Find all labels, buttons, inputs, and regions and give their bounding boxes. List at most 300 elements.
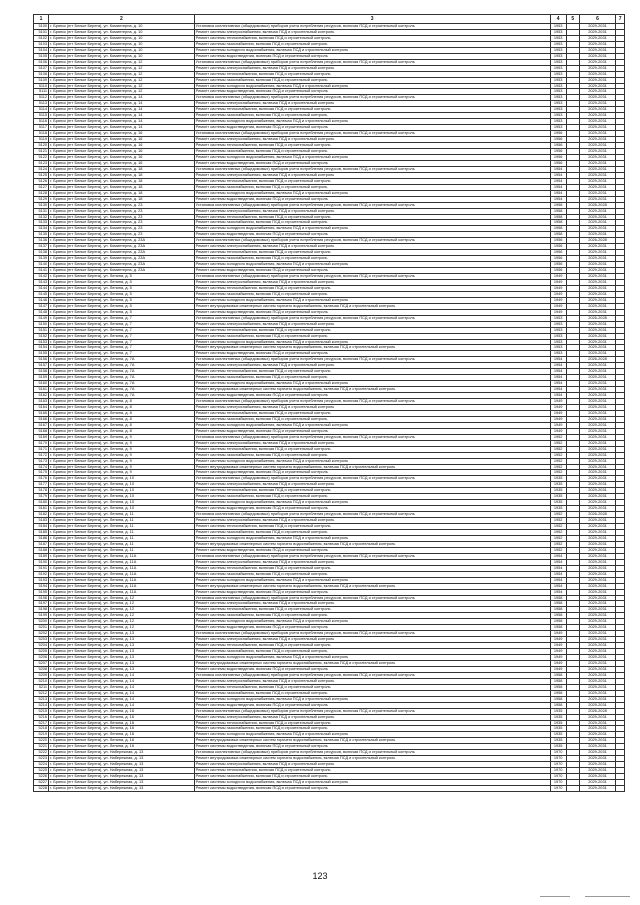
work-type-cell: Ремонт системы холодного водоснабжения, включая ПСД и строительный контроль bbox=[194, 655, 550, 661]
build-year-cell: 1953 bbox=[550, 345, 566, 351]
row-number-cell: 5131 bbox=[34, 208, 49, 214]
row-number-cell: 5149 bbox=[34, 315, 49, 321]
work-type-cell: Ремонт системы холодного водоснабжения, включая ПСД и строительный контроль bbox=[194, 500, 550, 506]
work-type-cell: Ремонт системы теплоснабжения, включая ПСД и строительный контроль bbox=[194, 250, 550, 256]
row-number-cell: 5222 bbox=[34, 750, 49, 756]
work-type-cell: Ремонт системы холодного водоснабжения, включая ПСД и строительный контроль bbox=[194, 422, 550, 428]
row-number-cell: 5176 bbox=[34, 476, 49, 482]
build-year-cell: 1954 bbox=[550, 178, 566, 184]
row-number-cell: 5218 bbox=[34, 726, 49, 732]
build-year-cell: 1952 bbox=[550, 440, 566, 446]
build-year-cell: 1953 bbox=[550, 89, 566, 95]
period-cell: 2029-2031 bbox=[579, 268, 616, 274]
address-cell: г. Брянск (пгт Белые Берега), ул. Набережная, д. 13 bbox=[49, 768, 195, 774]
work-type-cell: Ремонт системы водоотведения, включая ПСД и строительный контроль bbox=[194, 744, 550, 750]
row-number-cell: 5115 bbox=[34, 113, 49, 119]
build-year-cell: 1952 bbox=[550, 458, 566, 464]
period-cell: 2029-2031 bbox=[579, 387, 616, 393]
address-cell: г. Брянск (пгт Белые Берега), ул. Ленина, д. 13 bbox=[49, 643, 195, 649]
period-cell: 2029-2031 bbox=[579, 220, 616, 226]
work-type-cell: Ремонт системы холодного водоснабжения, включая ПСД и строительный контроль bbox=[194, 297, 550, 303]
address-cell: г. Брянск (пгт Белые Берега), ул. Коминтерна, д. 14 bbox=[49, 107, 195, 113]
work-type-cell: Ремонт системы водоотведения, включая ПСД и строительный контроль bbox=[194, 666, 550, 672]
build-year-cell: 1956 bbox=[550, 137, 566, 143]
build-year-cell: 1949 bbox=[550, 422, 566, 428]
work-type-cell: Ремонт системы газоснабжения, включая ПСД и строительный контроль bbox=[194, 41, 550, 47]
period-cell: 2029-2031 bbox=[579, 530, 616, 536]
row-number-cell: 5201 bbox=[34, 625, 49, 631]
build-year-cell: 1954 bbox=[550, 369, 566, 375]
period-cell: 2029-2031 bbox=[579, 684, 616, 690]
work-type-cell: Установка коллективных (общедомовых) приборов учета потребления ресурсов, включая ПСД и строительный контроль bbox=[194, 434, 550, 440]
row-number-cell: 5108 bbox=[34, 71, 49, 77]
build-year-cell: 1958 bbox=[550, 696, 566, 702]
period-cell: 2029-2031 bbox=[579, 226, 616, 232]
address-cell: г. Брянск (пгт Белые Берега), ул. Коминтерна, д. 23 bbox=[49, 226, 195, 232]
row-number-cell: 5156 bbox=[34, 357, 49, 363]
build-year-cell: 1970 bbox=[550, 774, 566, 780]
period-cell: 2029-2031 bbox=[579, 786, 616, 792]
build-year-cell: 1952 bbox=[550, 470, 566, 476]
period-cell: 2029-2031 bbox=[579, 351, 616, 357]
row-number-cell: 5179 bbox=[34, 494, 49, 500]
period-cell: 2029-2031 bbox=[579, 279, 616, 285]
address-cell: г. Брянск (пгт Белые Берега), ул. Коминтерна, д. 12 bbox=[49, 65, 195, 71]
address-cell: г. Брянск (пгт Белые Берега), ул. Ленина, д. 10 bbox=[49, 506, 195, 512]
address-cell: г. Брянск (пгт Белые Берега), ул. Коминтерна, д. 23А bbox=[49, 244, 195, 250]
work-type-cell: Установка коллективных (общедомовых) приборов учета потребления ресурсов, включая ПСД и строительный контроль bbox=[194, 512, 550, 518]
row-number-cell: 5104 bbox=[34, 47, 49, 53]
row-number-cell: 5155 bbox=[34, 351, 49, 357]
row-number-cell: 5157 bbox=[34, 363, 49, 369]
work-type-cell: Ремонт системы теплоснабжения, включая ПСД и строительный контроль bbox=[194, 684, 550, 690]
row-number-cell: 5189 bbox=[34, 553, 49, 559]
row-number-cell: 5227 bbox=[34, 780, 49, 786]
address-cell: г. Брянск (пгт Белые Берега), ул. Ленина, д. 12 bbox=[49, 607, 195, 613]
build-year-cell: 1953 bbox=[550, 125, 566, 131]
row-number-cell: 5216 bbox=[34, 714, 49, 720]
address-cell: г. Брянск (пгт Белые Берега), ул. Ленина, д. 7 bbox=[49, 351, 195, 357]
address-cell: г. Брянск (пгт Белые Берега), ул. Коминтерна, д. 12 bbox=[49, 77, 195, 83]
row-number-cell: 5141 bbox=[34, 268, 49, 274]
row-number-cell: 5173 bbox=[34, 458, 49, 464]
build-year-cell: 1953 bbox=[550, 95, 566, 101]
build-year-cell: 1956 bbox=[550, 149, 566, 155]
address-cell: г. Брянск (пгт Белые Берега), ул. Ленина, д. 14 bbox=[49, 678, 195, 684]
address-cell: г. Брянск (пгт Белые Берега), ул. Ленина, д. 11А bbox=[49, 589, 195, 595]
work-type-cell: Ремонт внутридомовых инженерных систем горячего водоснабжения, включая ПСД и строительный контроль bbox=[194, 660, 550, 666]
build-year-cell: 1958 bbox=[550, 208, 566, 214]
build-year-cell: 1956 bbox=[550, 160, 566, 166]
period-cell: 2029-2031 bbox=[579, 583, 616, 589]
work-type-cell: Ремонт внутридомовых инженерных систем горячего водоснабжения, включая ПСД и строительный контроль bbox=[194, 583, 550, 589]
work-type-cell: Ремонт системы холодного водоснабжения, включая ПСД и строительный контроль bbox=[194, 154, 550, 160]
address-cell: г. Брянск (пгт Белые Берега), ул. Ленина, д. 14 bbox=[49, 696, 195, 702]
period-cell: 2029-2031 bbox=[579, 89, 616, 95]
work-type-cell: Ремонт системы электроснабжения, включая ПСД и строительный контроль bbox=[194, 244, 550, 250]
build-year-cell: 1949 bbox=[550, 410, 566, 416]
period-cell: 2026-2028 bbox=[579, 708, 616, 714]
build-year-cell: 1958 bbox=[550, 607, 566, 613]
period-cell: 2029-2031 bbox=[579, 119, 616, 125]
work-type-cell: Установка коллективных (общедомовых) приборов учета потребления ресурсов, включая ПСД и строительный контроль bbox=[194, 166, 550, 172]
period-cell: 2029-2031 bbox=[579, 285, 616, 291]
row-number-cell: 5147 bbox=[34, 303, 49, 309]
period-cell: 2029-2031 bbox=[579, 131, 616, 137]
address-cell: г. Брянск (пгт Белые Берега), ул. Ленина, д. 13 bbox=[49, 649, 195, 655]
column-header-3: 3 bbox=[194, 15, 550, 24]
period-cell: 2029-2031 bbox=[579, 589, 616, 595]
work-type-cell: Ремонт системы газоснабжения, включая ПСД и строительный контроль bbox=[194, 113, 550, 119]
period-cell: 2029-2031 bbox=[579, 666, 616, 672]
address-cell: г. Брянск (пгт Белые Берега), ул. Ленина, д. 5 bbox=[49, 297, 195, 303]
period-cell: 2029-2031 bbox=[579, 363, 616, 369]
build-year-cell: 1949 bbox=[550, 660, 566, 666]
period-cell: 2029-2031 bbox=[579, 321, 616, 327]
period-cell: 2029-2031 bbox=[579, 172, 616, 178]
work-type-cell: Ремонт системы электроснабжения, включая ПСД и строительный контроль bbox=[194, 208, 550, 214]
period-cell: 2029-2031 bbox=[579, 714, 616, 720]
period-cell: 2029-2031 bbox=[579, 452, 616, 458]
period-cell: 2029-2031 bbox=[579, 535, 616, 541]
work-type-cell: Ремонт системы холодного водоснабжения, включая ПСД и строительный контроль bbox=[194, 339, 550, 345]
address-cell: г. Брянск (пгт Белые Берега), ул. Ленина, д. 10 bbox=[49, 482, 195, 488]
period-cell: 2029-2031 bbox=[579, 506, 616, 512]
work-type-cell: Ремонт внутридомовых инженерных систем горячего водоснабжения, включая ПСД и строительный контроль bbox=[194, 345, 550, 351]
row-number-cell: 5129 bbox=[34, 196, 49, 202]
period-cell: 2029-2031 bbox=[579, 166, 616, 172]
build-year-cell: 1949 bbox=[550, 291, 566, 297]
period-cell: 2029-2031 bbox=[579, 428, 616, 434]
period-cell: 2029-2031 bbox=[579, 446, 616, 452]
period-cell: 2029-2031 bbox=[579, 625, 616, 631]
row-number-cell: 5110 bbox=[34, 83, 49, 89]
build-year-cell: 1935 bbox=[550, 720, 566, 726]
period-cell: 2029-2031 bbox=[579, 488, 616, 494]
build-year-cell: 1970 bbox=[550, 750, 566, 756]
work-type-cell: Ремонт системы газоснабжения, включая ПСД и строительный контроль bbox=[194, 77, 550, 83]
period-cell: 2029-2031 bbox=[579, 577, 616, 583]
build-year-cell: 1935 bbox=[550, 476, 566, 482]
period-cell: 2029-2031 bbox=[579, 77, 616, 83]
row-number-cell: 5203 bbox=[34, 637, 49, 643]
row-number-cell: 5153 bbox=[34, 339, 49, 345]
build-year-cell: 1953 bbox=[550, 333, 566, 339]
period-cell: 2029-2031 bbox=[579, 35, 616, 41]
work-type-cell: Ремонт системы водоотведения, включая ПСД и строительный контроль bbox=[194, 160, 550, 166]
address-cell: г. Брянск (пгт Белые Берега), ул. Набережная, д. 13 bbox=[49, 774, 195, 780]
build-year-cell: 1949 bbox=[550, 643, 566, 649]
build-year-cell: 1949 bbox=[550, 666, 566, 672]
address-cell: г. Брянск (пгт Белые Берега), ул. Коминтерна, д. 10 bbox=[49, 53, 195, 59]
build-year-cell: 1949 bbox=[550, 399, 566, 405]
row-number-cell: 5124 bbox=[34, 166, 49, 172]
row-number-cell: 5226 bbox=[34, 774, 49, 780]
row-number-cell: 5191 bbox=[34, 565, 49, 571]
work-type-cell: Ремонт системы газоснабжения, включая ПСД и строительный контроль bbox=[194, 220, 550, 226]
row-number-cell: 5183 bbox=[34, 518, 49, 524]
period-cell: 2026-2028 bbox=[579, 202, 616, 208]
row-number-cell: 5109 bbox=[34, 77, 49, 83]
row-number-cell: 5120 bbox=[34, 143, 49, 149]
work-type-cell: Ремонт системы электроснабжения, включая ПСД и строительный контроль bbox=[194, 172, 550, 178]
address-cell: г. Брянск (пгт Белые Берега), ул. Ленина, д. 11 bbox=[49, 512, 195, 518]
address-cell: г. Брянск (пгт Белые Берега), ул. Коминтерна, д. 12 bbox=[49, 83, 195, 89]
address-cell: г. Брянск (пгт Белые Берега), ул. Набережная, д. 13 bbox=[49, 780, 195, 786]
row-number-cell: 5164 bbox=[34, 405, 49, 411]
work-type-cell: Ремонт системы газоснабжения, включая ПСД и строительный контроль bbox=[194, 530, 550, 536]
build-year-cell: 1949 bbox=[550, 428, 566, 434]
address-cell: г. Брянск (пгт Белые Берега), ул. Коминтерна, д. 10 bbox=[49, 41, 195, 47]
address-cell: г. Брянск (пгт Белые Берега), ул. Ленина, д. 16 bbox=[49, 726, 195, 732]
row-number-cell: 5123 bbox=[34, 160, 49, 166]
period-cell: 2029-2031 bbox=[579, 154, 616, 160]
work-type-cell: Установка коллективных (общедомовых) приборов учета потребления ресурсов, включая ПСД и строительный контроль bbox=[194, 95, 550, 101]
work-type-cell: Ремонт системы газоснабжения, включая ПСД и строительный контроль bbox=[194, 613, 550, 619]
period-cell: 2029-2031 bbox=[579, 339, 616, 345]
row-number-cell: 5175 bbox=[34, 470, 49, 476]
period-cell: 2029-2031 bbox=[579, 160, 616, 166]
work-type-cell: Ремонт системы водоотведения, включая ПСД и строительный контроль bbox=[194, 351, 550, 357]
period-cell: 2029-2031 bbox=[579, 762, 616, 768]
work-type-cell: Установка коллективных (общедомовых) приборов учета потребления ресурсов, включая ПСД и строительный контроль bbox=[194, 315, 550, 321]
period-cell: 2029-2031 bbox=[579, 208, 616, 214]
build-year-cell: 1949 bbox=[550, 655, 566, 661]
row-number-cell: 5160 bbox=[34, 381, 49, 387]
work-type-cell: Ремонт системы теплоснабжения, включая ПСД и строительный контроль bbox=[194, 107, 550, 113]
address-cell: г. Брянск (пгт Белые Берега), ул. Ленина, д. 14 bbox=[49, 702, 195, 708]
address-cell: г. Брянск (пгт Белые Берега), ул. Ленина, д. 16 bbox=[49, 720, 195, 726]
address-cell: г. Брянск (пгт Белые Берега), ул. Ленина, д. 7А bbox=[49, 357, 195, 363]
address-cell: г. Брянск (пгт Белые Берега), ул. Коминтерна, д. 23А bbox=[49, 238, 195, 244]
period-cell: 2029-2031 bbox=[579, 256, 616, 262]
work-type-cell: Ремонт системы газоснабжения, включая ПСД и строительный контроль bbox=[194, 416, 550, 422]
build-year-cell: 1949 bbox=[550, 649, 566, 655]
footer-rule bbox=[540, 896, 570, 897]
address-cell: г. Брянск (пгт Белые Берега), ул. Ленина, д. 5 bbox=[49, 274, 195, 280]
row-number-cell: 5152 bbox=[34, 333, 49, 339]
address-cell: г. Брянск (пгт Белые Берега), ул. Ленина, д. 7 bbox=[49, 333, 195, 339]
row-number-cell: 5205 bbox=[34, 649, 49, 655]
work-type-cell: Ремонт системы водоотведения, включая ПСД и строительный контроль bbox=[194, 309, 550, 315]
work-type-cell: Установка коллективных (общедомовых) приборов учета потребления ресурсов, включая ПСД и строительный контроль bbox=[194, 553, 550, 559]
address-cell: г. Брянск (пгт Белые Берега), ул. Ленина, д. 12 bbox=[49, 613, 195, 619]
build-year-cell: 1953 bbox=[550, 83, 566, 89]
row-number-cell: 5137 bbox=[34, 244, 49, 250]
build-year-cell: 1949 bbox=[550, 416, 566, 422]
period-cell: 2029-2031 bbox=[579, 303, 616, 309]
build-year-cell: 1970 bbox=[550, 768, 566, 774]
period-cell: 2029-2031 bbox=[579, 250, 616, 256]
build-year-cell: 1935 bbox=[550, 494, 566, 500]
address-cell: г. Брянск (пгт Белые Берега), ул. Ленина, д. 5 bbox=[49, 303, 195, 309]
row-number-cell: 5121 bbox=[34, 149, 49, 155]
row-number-cell: 5113 bbox=[34, 101, 49, 107]
work-type-cell: Ремонт системы газоснабжения, включая ПСД и строительный контроль bbox=[194, 452, 550, 458]
build-year-cell: 1956 bbox=[550, 262, 566, 268]
work-type-cell: Ремонт системы холодного водоснабжения, включая ПСД и строительный контроль bbox=[194, 119, 550, 125]
work-type-cell: Ремонт системы водоотведения, включая ПСД и строительный контроль bbox=[194, 470, 550, 476]
work-type-cell: Ремонт системы холодного водоснабжения, включая ПСД и строительный контроль bbox=[194, 577, 550, 583]
work-type-cell: Установка коллективных (общедомовых) приборов учета потребления ресурсов, включая ПСД и строительный контроль bbox=[194, 357, 550, 363]
period-cell: 2029-2031 bbox=[579, 547, 616, 553]
work-type-cell: Ремонт системы электроснабжения, включая ПСД и строительный контроль bbox=[194, 440, 550, 446]
build-year-cell: 1949 bbox=[550, 274, 566, 280]
work-type-cell: Ремонт системы газоснабжения, включая ПСД и строительный контроль bbox=[194, 256, 550, 262]
address-cell: г. Брянск (пгт Белые Берега), ул. Ленина, д. 13 bbox=[49, 666, 195, 672]
work-type-cell: Ремонт системы холодного водоснабжения, включая ПСД и строительный контроль bbox=[194, 47, 550, 53]
address-cell: г. Брянск (пгт Белые Берега), ул. Коминтерна, д. 14 bbox=[49, 101, 195, 107]
row-number-cell: 5100 bbox=[34, 24, 49, 30]
build-year-cell: 1958 bbox=[550, 595, 566, 601]
work-type-cell: Установка коллективных (общедомовых) приборов учета потребления ресурсов, включая ПСД и строительный контроль bbox=[194, 595, 550, 601]
period-cell: 2029-2031 bbox=[579, 65, 616, 71]
period-cell: 2029-2031 bbox=[579, 297, 616, 303]
work-type-cell: Ремонт системы теплоснабжения, включая ПСД и строительный контроль bbox=[194, 327, 550, 333]
period-cell: 2029-2031 bbox=[579, 416, 616, 422]
row-number-cell: 5212 bbox=[34, 690, 49, 696]
address-cell: г. Брянск (пгт Белые Берега), ул. Ленина, д. 11А bbox=[49, 571, 195, 577]
period-cell: 2029-2031 bbox=[579, 29, 616, 35]
row-number-cell: 5185 bbox=[34, 530, 49, 536]
period-cell: 2029-2031 bbox=[579, 553, 616, 559]
work-type-cell: Ремонт системы электроснабжения, включая ПСД и строительный контроль bbox=[194, 637, 550, 643]
row-number-cell: 5161 bbox=[34, 387, 49, 393]
address-cell: г. Брянск (пгт Белые Берега), ул. Ленина, д. 10 bbox=[49, 494, 195, 500]
row-number-cell: 5220 bbox=[34, 738, 49, 744]
address-cell: г. Брянск (пгт Белые Берега), ул. Коминтерна, д. 10 bbox=[49, 24, 195, 30]
work-type-cell: Ремонт системы электроснабжения, включая ПСД и строительный контроль bbox=[194, 405, 550, 411]
address-cell: г. Брянск (пгт Белые Берега), ул. Коминтерна, д. 18 bbox=[49, 190, 195, 196]
period-cell: 2029-2031 bbox=[579, 660, 616, 666]
address-cell: г. Брянск (пгт Белые Берега), ул. Ленина, д. 12 bbox=[49, 619, 195, 625]
period-cell: 2029-2031 bbox=[579, 696, 616, 702]
build-year-cell: 1949 bbox=[550, 309, 566, 315]
build-year-cell: 1952 bbox=[550, 541, 566, 547]
period-cell: 2029-2031 bbox=[579, 655, 616, 661]
address-cell: г. Брянск (пгт Белые Берега), ул. Ленина, д. 12 bbox=[49, 601, 195, 607]
address-cell: г. Брянск (пгт Белые Берега), ул. Коминтерна, д. 18 bbox=[49, 172, 195, 178]
period-cell: 2029-2031 bbox=[579, 422, 616, 428]
row-number-cell: 5169 bbox=[34, 434, 49, 440]
address-cell: г. Брянск (пгт Белые Берега), ул. Ленина, д. 7 bbox=[49, 345, 195, 351]
build-year-cell: 1954 bbox=[550, 375, 566, 381]
build-year-cell: 1949 bbox=[550, 637, 566, 643]
row-number-cell: 5151 bbox=[34, 327, 49, 333]
period-cell: 2029-2031 bbox=[579, 24, 616, 30]
period-cell: 2029-2031 bbox=[579, 137, 616, 143]
address-cell: г. Брянск (пгт Белые Берега), ул. Ленина, д. 7 bbox=[49, 327, 195, 333]
row-number-cell: 5225 bbox=[34, 768, 49, 774]
period-cell: 2029-2031 bbox=[579, 178, 616, 184]
work-type-cell: Ремонт системы электроснабжения, включая ПСД и строительный контроль bbox=[194, 101, 550, 107]
address-cell: г. Брянск (пгт Белые Берега), ул. Ленина, д. 11 bbox=[49, 535, 195, 541]
address-cell: г. Брянск (пгт Белые Берега), ул. Ленина, д. 8 bbox=[49, 399, 195, 405]
period-cell: 2029-2031 bbox=[579, 750, 616, 756]
row-number-cell: 5111 bbox=[34, 89, 49, 95]
build-year-cell: 1954 bbox=[550, 190, 566, 196]
work-type-cell: Ремонт системы газоснабжения, включая ПСД и строительный контроль bbox=[194, 333, 550, 339]
address-cell: г. Брянск (пгт Белые Берега), ул. Ленина, д. 9 bbox=[49, 464, 195, 470]
row-number-cell: 5133 bbox=[34, 220, 49, 226]
work-type-cell: Ремонт системы газоснабжения, включая ПСД и строительный контроль bbox=[194, 571, 550, 577]
work-type-cell: Ремонт внутридомовых инженерных систем горячего водоснабжения, включая ПСД и строительный контроль bbox=[194, 303, 550, 309]
period-cell: 2029-2031 bbox=[579, 101, 616, 107]
address-cell: г. Брянск (пгт Белые Берега), ул. Коминтерна, д. 10 bbox=[49, 47, 195, 53]
row-number-cell: 5163 bbox=[34, 399, 49, 405]
build-year-cell: 1954 bbox=[550, 553, 566, 559]
row-number-cell: 5221 bbox=[34, 744, 49, 750]
build-year-cell: 1952 bbox=[550, 512, 566, 518]
period-cell: 2029-2031 bbox=[579, 464, 616, 470]
address-cell: г. Брянск (пгт Белые Берега), ул. Ленина, д. 7 bbox=[49, 339, 195, 345]
period-cell: 2029-2031 bbox=[579, 524, 616, 530]
period-cell: 2029-2031 bbox=[579, 518, 616, 524]
row-number-cell: 5211 bbox=[34, 684, 49, 690]
row-number-cell: 5162 bbox=[34, 393, 49, 399]
work-type-cell: Ремонт системы холодного водоснабжения, включая ПСД и строительный контроль bbox=[194, 458, 550, 464]
work-type-cell: Ремонт системы холодного водоснабжения, включая ПСД и строительный контроль bbox=[194, 83, 550, 89]
address-cell: г. Брянск (пгт Белые Берега), ул. Коминтерна, д. 12 bbox=[49, 71, 195, 77]
work-type-cell: Ремонт системы теплоснабжения, включая ПСД и строительный контроль bbox=[194, 446, 550, 452]
build-year-cell: 1935 bbox=[550, 732, 566, 738]
work-type-cell: Ремонт системы водоотведения, включая ПСД и строительный контроль bbox=[194, 702, 550, 708]
work-type-cell: Ремонт внутридомовых инженерных систем горячего водоснабжения, включая ПСД и строительный контроль bbox=[194, 387, 550, 393]
address-cell: г. Брянск (пгт Белые Берега), ул. Ленина, д. 13 bbox=[49, 655, 195, 661]
row-number-cell: 5103 bbox=[34, 41, 49, 47]
row-number-cell: 5132 bbox=[34, 214, 49, 220]
row-number-cell: 5139 bbox=[34, 256, 49, 262]
build-year-cell: 1935 bbox=[550, 726, 566, 732]
address-cell: г. Брянск (пгт Белые Берега), ул. Ленина, д. 11 bbox=[49, 530, 195, 536]
work-type-cell: Ремонт системы холодного водоснабжения, включая ПСД и строительный контроль bbox=[194, 226, 550, 232]
address-cell: г. Брянск (пгт Белые Берега), ул. Коминтерна, д. 18 bbox=[49, 196, 195, 202]
row-number-cell: 5172 bbox=[34, 452, 49, 458]
build-year-cell: 1935 bbox=[550, 500, 566, 506]
period-cell: 2029-2031 bbox=[579, 274, 616, 280]
row-number-cell: 5194 bbox=[34, 583, 49, 589]
period-cell: 2029-2031 bbox=[579, 190, 616, 196]
period-cell: 2029-2031 bbox=[579, 595, 616, 601]
period-cell: 2029-2031 bbox=[579, 565, 616, 571]
address-cell: г. Брянск (пгт Белые Берега), ул. Набережная, д. 13 bbox=[49, 750, 195, 756]
row-number-cell: 5154 bbox=[34, 345, 49, 351]
work-type-cell: Ремонт системы электроснабжения, включая ПСД и строительный контроль bbox=[194, 279, 550, 285]
build-year-cell: 1970 bbox=[550, 786, 566, 792]
period-cell: 2029-2031 bbox=[579, 125, 616, 131]
period-cell: 2029-2031 bbox=[579, 184, 616, 190]
period-cell: 2029-2031 bbox=[579, 494, 616, 500]
period-cell: 2029-2031 bbox=[579, 262, 616, 268]
period-cell: 2029-2031 bbox=[579, 559, 616, 565]
work-type-cell: Ремонт системы электроснабжения, включая ПСД и строительный контроль bbox=[194, 65, 550, 71]
address-cell: г. Брянск (пгт Белые Берега), ул. Ленина, д. 13 bbox=[49, 637, 195, 643]
row-number-cell: 5217 bbox=[34, 720, 49, 726]
period-cell: 2029-2031 bbox=[579, 476, 616, 482]
address-cell: г. Брянск (пгт Белые Берега), ул. Ленина, д. 10 bbox=[49, 500, 195, 506]
period-cell: 2029-2031 bbox=[579, 643, 616, 649]
address-cell: г. Брянск (пгт Белые Берега), ул. Ленина, д. 8 bbox=[49, 422, 195, 428]
build-year-cell: 1958 bbox=[550, 690, 566, 696]
build-year-cell: 1935 bbox=[550, 708, 566, 714]
period-cell: 2029-2031 bbox=[579, 59, 616, 65]
row-number-cell: 5112 bbox=[34, 95, 49, 101]
work-type-cell: Ремонт системы водоотведения, включая ПСД и строительный контроль bbox=[194, 232, 550, 238]
address-cell: г. Брянск (пгт Белые Берега), ул. Коминтерна, д. 18 bbox=[49, 184, 195, 190]
row-number-cell: 5143 bbox=[34, 279, 49, 285]
work-type-cell: Ремонт системы водоотведения, включая ПСД и строительный контроль bbox=[194, 428, 550, 434]
work-type-cell: Ремонт системы водоотведения, включая ПСД и строительный контроль bbox=[194, 786, 550, 792]
